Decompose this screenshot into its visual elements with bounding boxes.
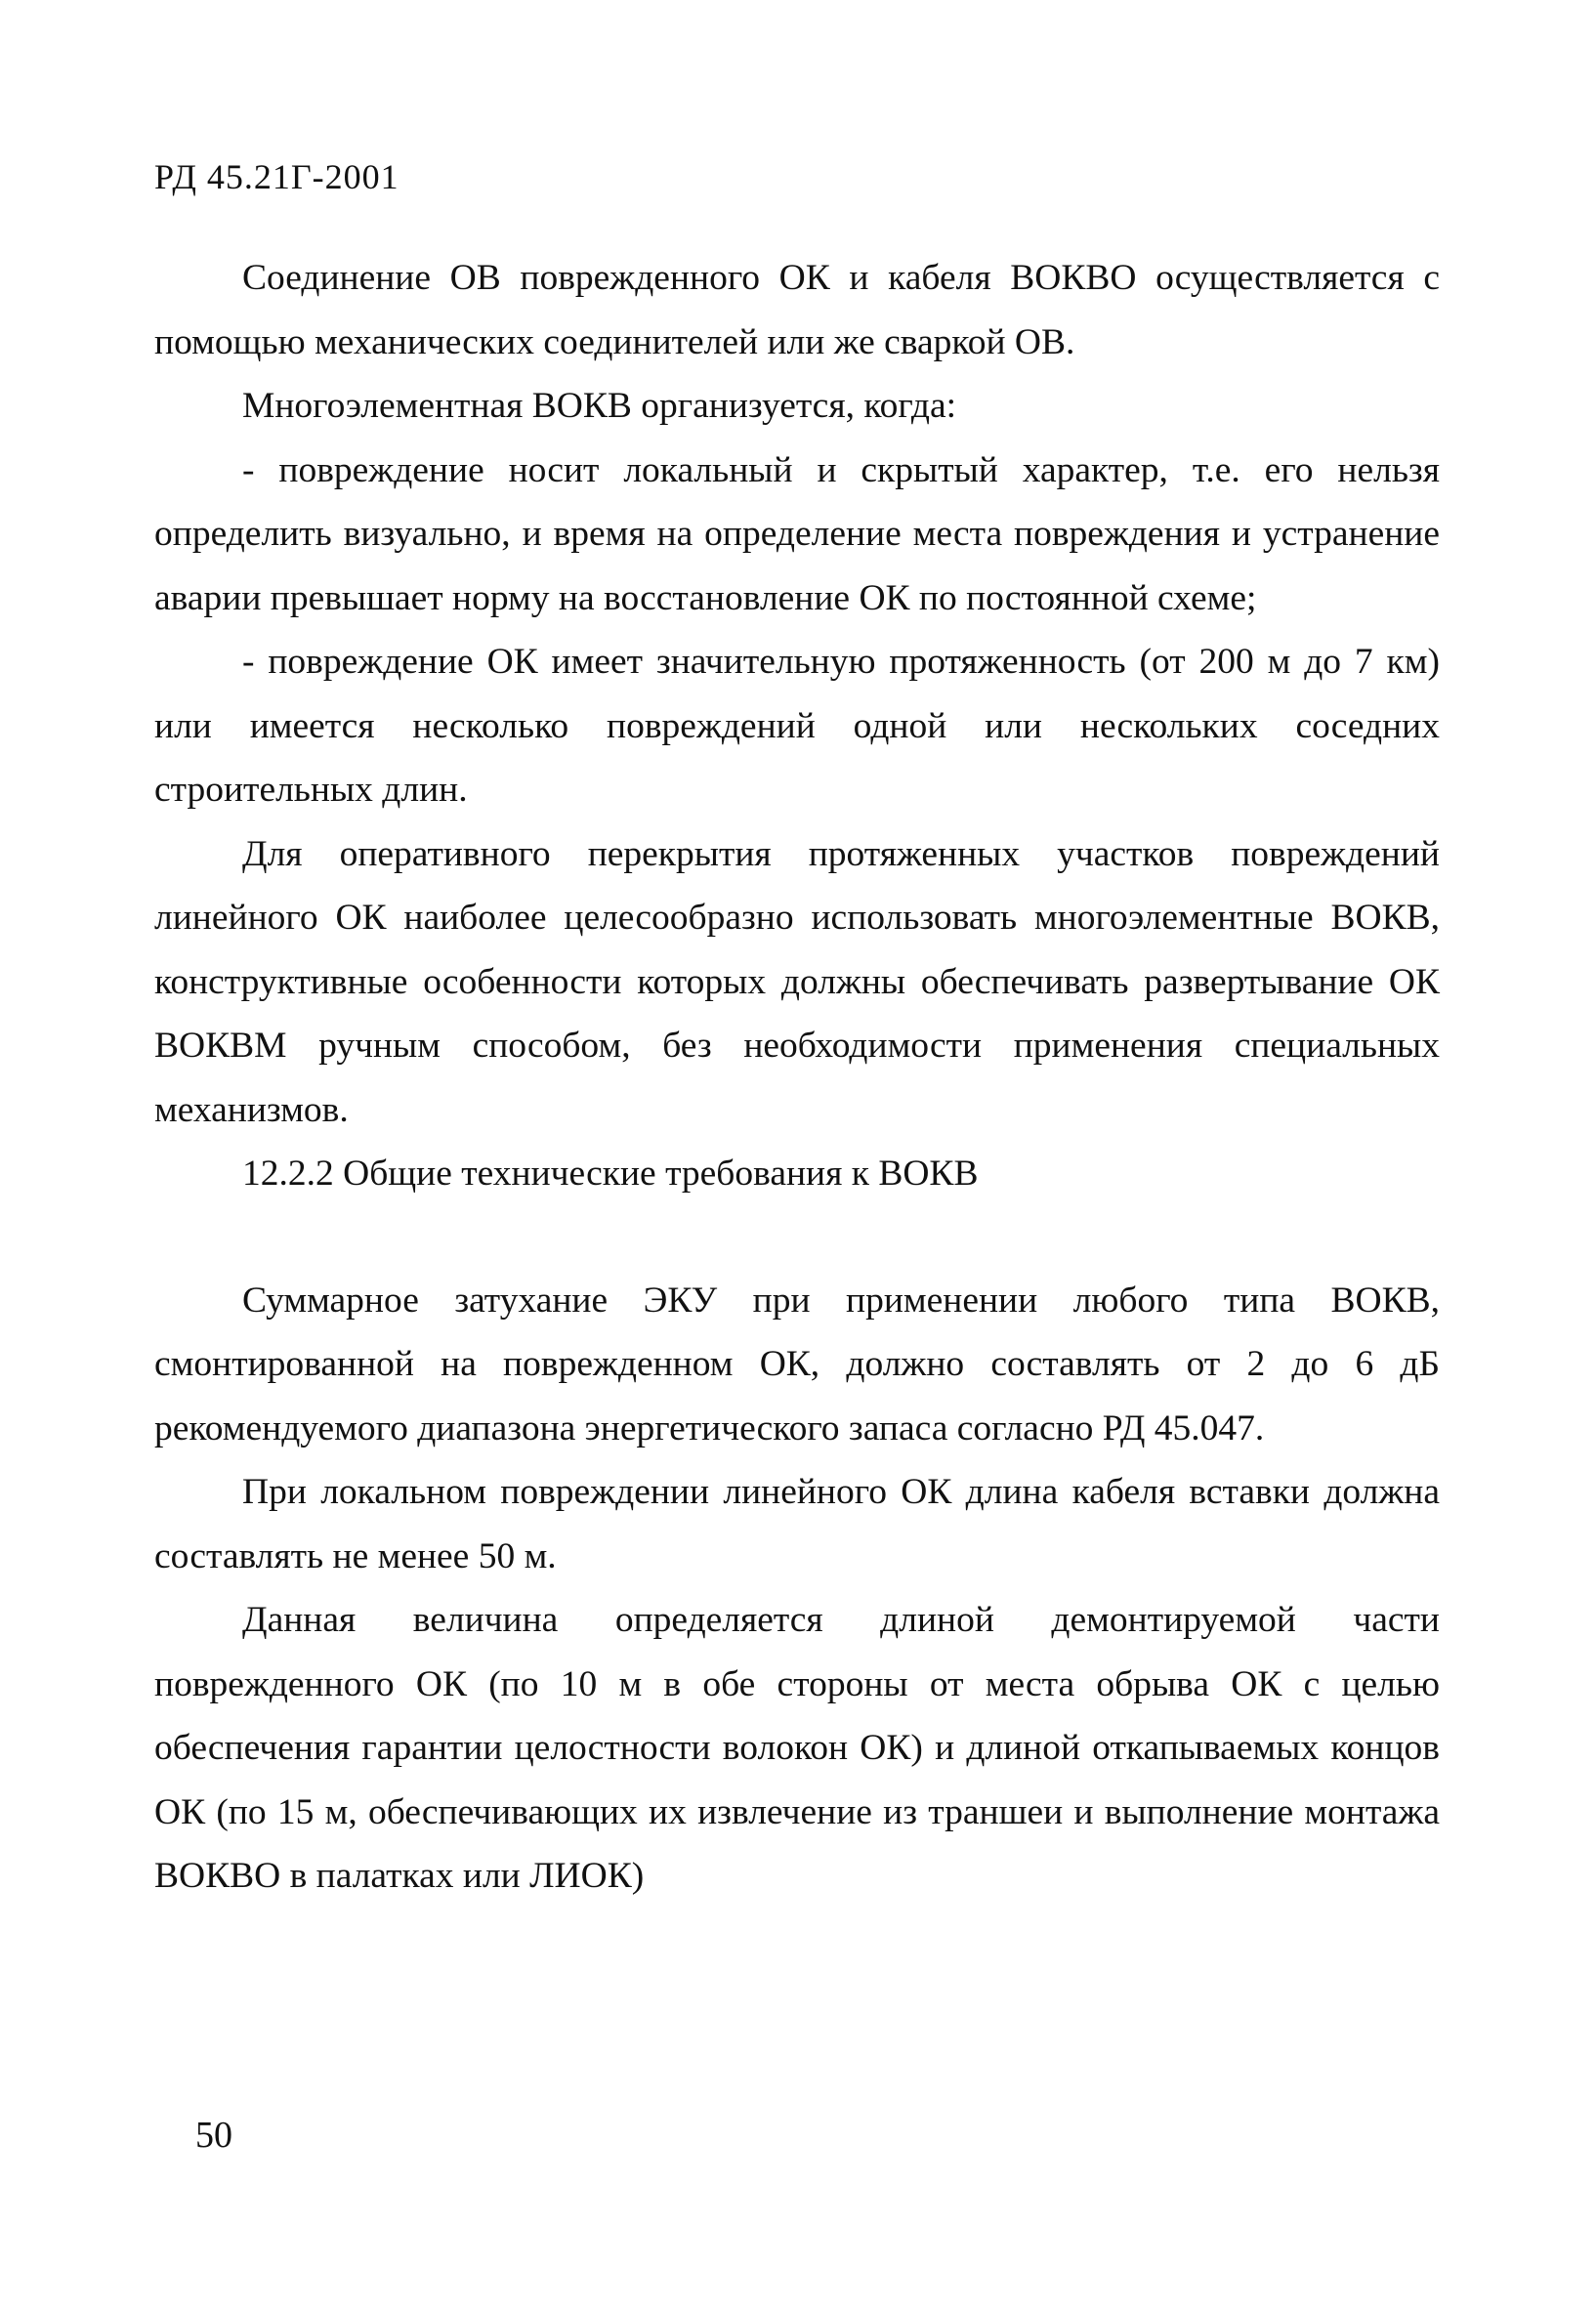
section-gap	[154, 1206, 1440, 1269]
paragraph-local-damage: - повреждение носит локальный и скрытый характер, т.е. его нельзя определить визуально, и время на определение места повреждения и устранение аварии превышает норму на восстановление ОК по постоянной схеме;	[154, 449, 1440, 618]
document-code: РД 45.21Г-2001	[154, 157, 399, 196]
section-heading: 12.2.2 Общие технические требования к ВОКВ	[242, 1154, 979, 1194]
paragraph-attenuation: Суммарное затухание ЭКУ при применении любого типа ВОКВ, смонтированной на поврежденном ОК, должно составлять от 2 до 6 дБ рекомендуемого диапазона энергетического запаса согласно РД 45.047.	[154, 1280, 1440, 1448]
paragraph-multi-element-intro: Многоэлементная ВОКВ организуется, когда:	[242, 386, 957, 426]
paragraph-length-explanation: Данная величина определяется длиной демонтируемой части поврежденного ОК (по 10 м в обе стороны от места обрыва ОК с целью обеспечения гарантии целостности волокон ОК) и длиной откапываемых концов ОК (по 15 м, обеспечивающих их извлечение из траншеи и выполнение монтажа ВОКВО в палатках или ЛИОК)	[154, 1600, 1440, 1896]
page-number: 50	[195, 2115, 232, 2156]
paragraph-connection: Соединение ОВ поврежденного ОК и кабеля ВОКВО осуществляется с помощью механических соединителей или же сваркой ОВ.	[154, 258, 1440, 362]
document-body	[154, 246, 1440, 1909]
paragraph-insert-length: При локальном повреждении линейного ОК длина кабеля вставки должна составлять не менее 50 м.	[154, 1472, 1440, 1576]
paragraph-extended-damage: - повреждение ОК имеет значительную протяженность (от 200 м до 7 км) или имеется несколько повреждений одной или нескольких соседних строительных длин.	[154, 642, 1440, 810]
paragraph-operational-bridging: Для оперативного перекрытия протяженных участков повреждений линейного ОК наиболее целесообразно использовать многоэлементные ВОКВ, конструктивные особенности которых должны обеспечивать развертывание ОК ВОКВМ ручным способом, без необходимости применения специальных механизмов.	[154, 833, 1440, 1130]
